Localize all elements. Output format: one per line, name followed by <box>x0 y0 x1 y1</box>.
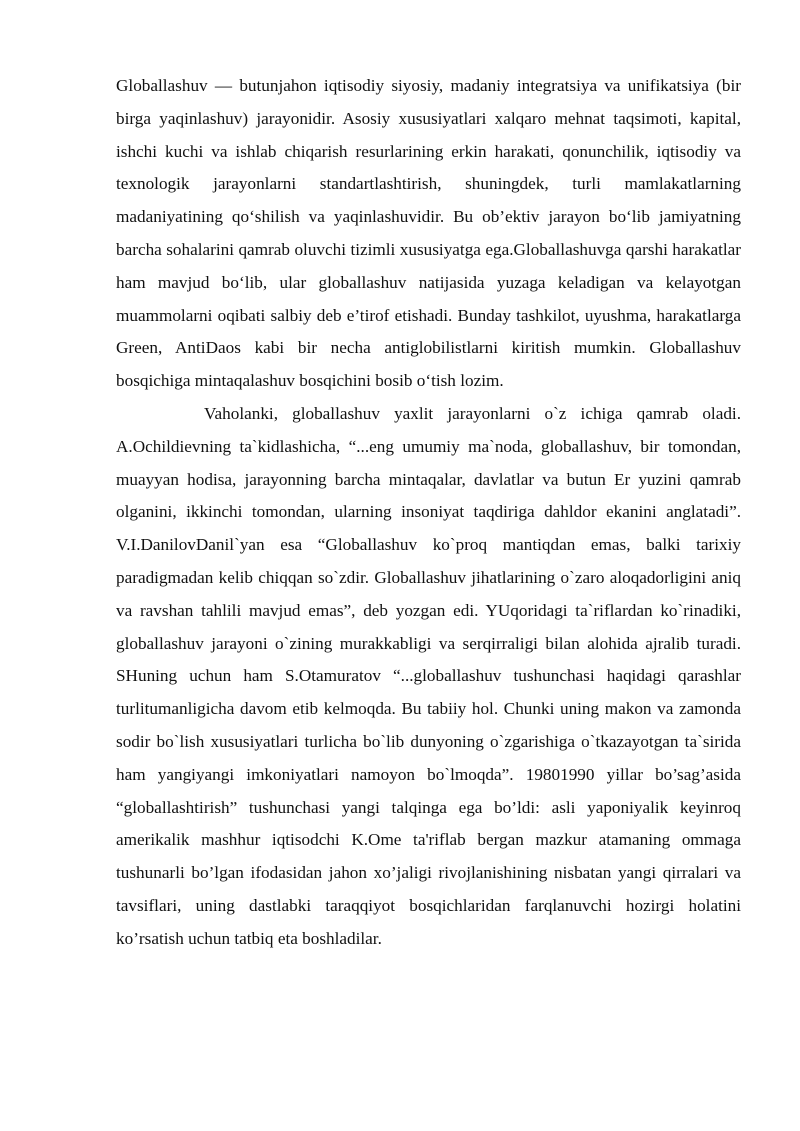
document-page <box>116 70 741 956</box>
paragraph-globalization-definition: Globallashuv — butunjahon iqtisodiy siyosiy, madaniy integratsiya va unifikatsiya (bir birga yaqinlashuv) jarayonidir. Asosiy xususiyatlari xalqaro mehnat taqsimoti, kapital, ishchi kuchi va ishlab chiqarish resurlarining erkin harakati, qonunchilik, iqtisodiy va texnologik jarayonlarni standartlashtirish, shuningdek, turli mamlakatlarning madaniyatining qo‘shilish va yaqinlashuvidir. Bu ob’ektiv jarayon bo‘lib jamiyatning barcha sohalarini qamrab oluvchi tizimli xususiyatga ega.Globallashuvga qarshi harakatlar ham mavjud bo‘lib, ular globallashuv natijasida yuzaga keladigan va kelayotgan muammolarni oqibati salbiy deb e’tirof etishadi. Bunday tashkilot, uyushma, harakatlarga Green, AntiDaos kabi bir necha antiglobilistlarni kiritish mumkin. Globallashuv bosqichiga mintaqalashuv bosqichini bosib o‘tish lozim. <box>116 76 741 391</box>
paragraph-globalization-views: Vaholanki, globallashuv yaxlit jarayonlarni o`z ichiga qamrab oladi. A.Ochildievning ta`kidlashicha, “...eng umumiy ma`noda, globallashuv, bir tomondan, muayyan hodisa, jarayonning barcha mintaqalar, davlatlar va butun Er yuzini qamrab olganini, ikkinchi tomondan, ularning insoniyat taqdiriga dahldor ekanini anglatadi”. V.I.DanilovDanil`yan esa “Globallashuv ko`proq mantiqdan emas, balki tarixiy paradigmadan kelib chiqqan so`zdir. Globallashuv jihatlarining o`zaro aloqadorligini aniq va ravshan tahlili mavjud emas”, deb yozgan edi. YUqoridagi ta`riflardan ko`rinadiki, globallashuv jarayoni o`zining murakkabligi va serqirraligi bilan alohida ajralib turadi. SHuning uchun ham S.Otamuratov “...globallashuv tushunchasi haqidagi qarashlar turlitumanligicha davom etib kelmoqda. Bu tabiiy hol. Chunki uning makon va zamonda sodir bo`lish xususiyatlari turlicha bo`lib dunyoning o`zgarishiga o`tkazayotgan ta`sirida ham yangiyangi imkoniyatlari namoyon bo`lmoqda”. 19801990 yillar bo’sag’asida “globallashtirish” tushunchasi yangi talqinga ega bo’ldi: asli yaponiyalik keyinroq amerikalik mashhur iqtisodchi K.Ome ta'riflab bergan mazkur atamaning ommaga tushunarli bo’lgan ifodasidan jahon xo’jaligi rivojlanishining nisbatan yangi qirralari va tavsiflari, uning dastlabki taraqqiyot bosqichlaridan farqlanuvchi hozirgi holatini ko’rsatish uchun tatbiq eta boshladilar. <box>116 403 741 948</box>
